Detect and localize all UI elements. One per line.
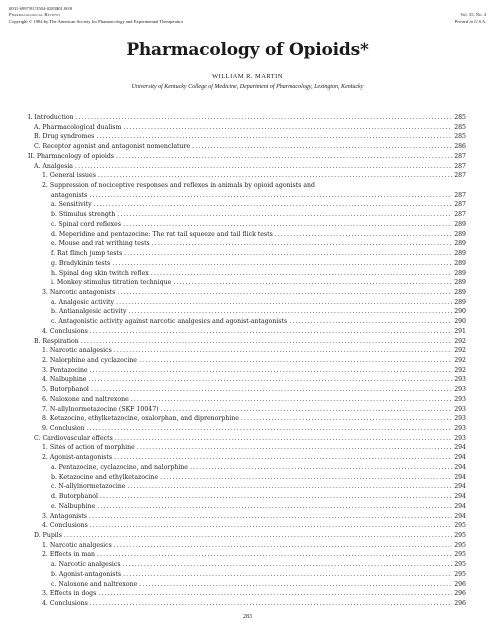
toc-entry (42, 172, 466, 182)
toc-entry (42, 406, 466, 416)
toc-entry-page: 285 (454, 123, 466, 131)
toc-entry (51, 318, 466, 328)
toc-entry (34, 163, 466, 173)
toc-entry (28, 153, 466, 163)
toc-entry (42, 367, 466, 377)
toc-entry-page: 292 (454, 337, 466, 345)
toc-entry (51, 483, 466, 493)
toc-entry-page: 287 (454, 191, 466, 199)
toc-entry (51, 581, 466, 591)
toc-entry (51, 260, 466, 270)
toc-entry-page: 293 (454, 415, 466, 423)
toc-entry (42, 357, 466, 367)
toc-leader-dots (116, 153, 452, 160)
toc-entry-page: 289 (454, 288, 466, 296)
toc-entry-title: 4. Nalbuphine (42, 376, 87, 384)
toc-leader-dots (127, 483, 452, 490)
toc-entry (34, 124, 466, 134)
toc-leader-dots (114, 542, 452, 549)
toc-entry-page: 294 (454, 473, 466, 481)
toc-entry (51, 221, 466, 231)
toc-leader-dots (94, 201, 453, 208)
toc-entry-page: 296 (454, 580, 466, 588)
toc-entry-page: 289 (454, 298, 466, 306)
toc-entry (34, 532, 466, 542)
toc-entry (51, 279, 466, 289)
toc-entry-page: 294 (454, 444, 466, 452)
toc-leader-dots (139, 357, 452, 364)
toc-entry (42, 522, 466, 532)
toc-leader-dots (90, 522, 452, 529)
toc-entry-title: 3. Effects in dogs (42, 590, 97, 598)
toc-leader-dots (96, 133, 452, 140)
toc-entry (51, 464, 466, 474)
toc-entry (51, 561, 466, 571)
author-affiliation: University of Kentucky College of Medicine, Department of Pharmacology, Lexington, Kentucky (131, 84, 364, 90)
toc-entry-page: 294 (454, 463, 466, 471)
toc-leader-dots (124, 250, 452, 257)
toc-entry-page: 294 (454, 454, 466, 462)
toc-entry-page: 293 (454, 405, 466, 413)
copyright: Copyright © 1984 by The American Society for Pharmacology and Experimental Therapeutics (9, 18, 184, 24)
toc-entry (28, 114, 466, 124)
toc-entry-title: 6. Naloxone and naltrexone (42, 395, 129, 403)
toc-entry-title: C. Cardiovascular effects (34, 434, 113, 442)
toc-leader-dots (190, 464, 452, 471)
toc-leader-dots (131, 396, 452, 403)
toc-entry (42, 600, 466, 610)
toc-entry-page: 295 (454, 561, 466, 569)
toc-entry-title: c. Spinal cord reflexes (51, 220, 122, 228)
toc-entry-title: I. Introduction (28, 114, 74, 121)
toc-leader-dots (64, 532, 452, 539)
toc-entry-title: 3. Antagonists (42, 512, 87, 520)
toc-entry-page: 293 (454, 386, 466, 394)
toc-entry-title: f. Rat flinch jump tests (51, 250, 123, 258)
toc-entry-title: 3. Pentazocine (42, 366, 88, 374)
toc-entry-page: 294 (454, 502, 466, 510)
toc-entry-title: 1. Sites of action of morphine (42, 444, 135, 452)
toc-entry-title: 7. N-allylnormetazocine (SKF 10047) (42, 405, 159, 413)
toc-leader-dots (151, 270, 452, 277)
toc-leader-dots (161, 406, 453, 413)
toc-entry-title: c. Antagonistic activity against narcotic analgesics and agonist-antagonists (51, 318, 288, 326)
journal-header (9, 6, 486, 25)
toc-entry (51, 299, 466, 309)
toc-entry-title: 1. Narcotic analgesics (42, 541, 112, 549)
toc-entry-title: antagonists (51, 191, 88, 199)
toc-entry-title: 2. Agonist-antagonists (42, 454, 113, 462)
doc-code: 0031-6997/81/3504-0283$01.00/0 (9, 6, 73, 11)
toc-leader-dots (89, 513, 452, 520)
toc-entry-page: 294 (454, 512, 466, 520)
toc-entry-title: c. N-allylnormetazocine (51, 483, 126, 491)
toc-leader-dots (117, 211, 452, 218)
toc-leader-dots (114, 347, 452, 354)
toc-entry (51, 308, 466, 318)
toc-leader-dots (90, 328, 452, 335)
toc-entry-title: e. Nalbuphine (51, 502, 96, 510)
toc-entry-page: 294 (454, 483, 466, 491)
article-title: Pharmacology of Opioids* (126, 40, 369, 60)
toc-leader-dots (88, 376, 452, 383)
toc-entry-title: 4. Conclusions (42, 600, 88, 607)
toc-entry-page: 287 (454, 211, 466, 219)
toc-entry (51, 211, 466, 221)
toc-leader-dots (114, 454, 452, 461)
toc-leader-dots (152, 240, 452, 247)
toc-entry (42, 454, 466, 464)
toc-entry-page: 289 (454, 220, 466, 228)
volume-info (454, 6, 486, 25)
toc-entry (34, 133, 466, 143)
toc-leader-dots (116, 299, 452, 306)
toc-entry-page: 286 (454, 143, 466, 151)
toc-entry-title: B. Drug syndromes (34, 133, 95, 141)
toc-entry (42, 396, 466, 406)
toc-entry (51, 201, 466, 211)
toc-entry-title: D. Pupils (34, 531, 62, 539)
toc-entry (51, 240, 466, 250)
toc-leader-dots (97, 551, 452, 558)
toc-entry (42, 513, 466, 523)
toc-entry-page: 287 (454, 162, 466, 170)
toc-entry (42, 328, 466, 338)
toc-entry (51, 250, 466, 260)
toc-entry (42, 425, 466, 435)
toc-leader-dots (123, 124, 452, 131)
toc-entry (42, 182, 466, 192)
toc-entry-page: 285 (454, 114, 466, 121)
toc-entry-title: II. Pharmacology of opioids (28, 152, 114, 160)
toc-entry-title: h. Spinal dog skin twitch reflex (51, 269, 149, 277)
toc-entry-page: 292 (454, 357, 466, 364)
toc-leader-dots (98, 172, 452, 179)
toc-entry-page: 293 (454, 395, 466, 403)
toc-entry-page: 289 (454, 230, 466, 238)
toc-entry (42, 590, 466, 600)
toc-entry-page: 294 (454, 493, 466, 501)
toc-entry (42, 444, 466, 454)
toc-entry-page: 289 (454, 279, 466, 287)
toc-entry (51, 474, 466, 484)
toc-leader-dots (128, 308, 452, 315)
toc-leader-dots (98, 590, 452, 597)
toc-entry-title: b. Stimulus strength (51, 211, 116, 219)
toc-leader-dots (90, 367, 453, 374)
toc-leader-dots (87, 425, 453, 432)
toc-entry-page: 295 (454, 531, 466, 539)
toc-entry-title: a. Pentazocine, cyclazocine, and nalorphine (51, 463, 188, 471)
toc-leader-dots (97, 503, 452, 510)
toc-entry (42, 551, 466, 561)
toc-entry-page: 289 (454, 259, 466, 267)
toc-leader-dots (81, 338, 452, 345)
toc-entry (51, 192, 466, 202)
toc-entry-page: 289 (454, 250, 466, 258)
toc-entry-title: 1. Narcotic analgesics (42, 347, 112, 355)
toc-entry-page: 293 (454, 376, 466, 384)
toc-entry (51, 270, 466, 280)
toc-entry-title: 4. Conclusions (42, 522, 88, 530)
toc-entry-page: 295 (454, 541, 466, 549)
toc-entry (42, 386, 466, 396)
toc-entry-title: 2. Suppression of nociceptive responses and reflexes in animals by opioid agonists and (42, 182, 315, 190)
printed-in: Printed in U.S.A. (454, 18, 486, 24)
toc-entry (34, 338, 466, 348)
toc-entry-title: a. Narcotic analgesics (51, 561, 121, 569)
toc-entry-title: A. Analgesia (34, 162, 73, 170)
toc-entry-title: 9. Conclusion (42, 425, 85, 433)
toc-entry-title: b. Agonist-antagonists (51, 570, 122, 578)
toc-entry-title: b. Antianalgesic activity (51, 308, 127, 316)
toc-leader-dots (139, 581, 452, 588)
toc-entry-title: 5. Butorphanol (42, 386, 89, 394)
toc-leader-dots (241, 415, 452, 422)
toc-entry-title: c. Naloxone and naltrexone (51, 580, 138, 588)
toc-leader-dots (192, 143, 452, 150)
toc-entry-page: 295 (454, 522, 466, 530)
toc-entry (51, 493, 466, 503)
toc-entry-page: 293 (454, 425, 466, 433)
toc-leader-dots (76, 114, 453, 121)
toc-entry (34, 435, 466, 445)
journal-name: Pharmacological Reviews (9, 12, 61, 18)
toc-leader-dots (123, 221, 452, 228)
toc-entry-page: 289 (454, 269, 466, 277)
toc-entry-page: 295 (454, 551, 466, 559)
toc-entry-page: 285 (454, 133, 466, 141)
toc-entry-page: 289 (454, 240, 466, 248)
toc-entry-title: b. Ketazocine and ethylketazocine (51, 473, 159, 481)
toc-entry (51, 503, 466, 513)
toc-entry-title: a. Analgesic activity (51, 298, 115, 306)
toc-entry-title: a. Sensitivity (51, 201, 92, 209)
toc-entry (51, 231, 466, 241)
toc-entry (42, 347, 466, 357)
toc-entry (42, 542, 466, 552)
toc-entry-page: 296 (454, 600, 466, 607)
author-name: WILLIAM R. MARTIN (212, 73, 283, 80)
toc-leader-dots (275, 231, 452, 238)
toc-leader-dots (90, 600, 452, 607)
toc-entry-title: i. Monkey stimulus titration technique (51, 279, 172, 287)
toc-leader-dots (173, 279, 452, 286)
toc-entry (34, 143, 466, 153)
toc-entry-title: e. Mouse and rat writhing tests (51, 240, 150, 248)
toc-leader-dots (75, 163, 452, 170)
toc-entry-page: 293 (454, 434, 466, 442)
toc-entry-page: 290 (454, 318, 466, 326)
toc-leader-dots (115, 435, 452, 442)
toc-entry-title: 3. Narcotic antagonists (42, 288, 116, 296)
toc-leader-dots (117, 289, 452, 296)
toc-entry-title: C. Receptor agonist and antagonist nomenclature (34, 143, 191, 151)
toc-entry-title: g. Bradykinin tests (51, 259, 111, 267)
toc-leader-dots (89, 192, 452, 199)
toc-leader-dots (112, 260, 452, 267)
toc-leader-dots (160, 474, 452, 481)
toc-entry-title: 2. Effects in man (42, 551, 96, 559)
toc-entry-title: d. Butorphanol (51, 493, 98, 501)
toc-leader-dots (123, 561, 453, 568)
page-number: 283 (243, 614, 252, 620)
toc-entry-page: 296 (454, 590, 466, 598)
toc-entry-page: 292 (454, 347, 466, 355)
toc-entry-title: d. Meperidine and pentazocine: The rat tail squeeze and tail flick tests (51, 230, 273, 238)
toc-entry-page: 292 (454, 366, 466, 374)
toc-leader-dots (137, 444, 452, 451)
toc-entry-title: 1. General issues (42, 172, 96, 180)
volume-number: Vol. 35, No. 4 (460, 12, 486, 18)
toc-entry-title: A. Pharmacological dualism (34, 123, 122, 131)
toc-entry-page: 291 (454, 327, 466, 335)
toc-entry (42, 376, 466, 386)
toc-entry-page: 287 (454, 152, 466, 160)
toc-leader-dots (91, 386, 452, 393)
toc-entry-title: B. Respiration (34, 337, 79, 345)
toc-leader-dots (289, 318, 452, 325)
toc-entry-title: 4. Conclusions (42, 327, 88, 335)
toc-entry-page: 287 (454, 201, 466, 209)
toc-entry-page: 287 (454, 172, 466, 180)
toc-entry-title: 2. Nalorphine and cyclazocine (42, 357, 137, 364)
toc-entry (42, 289, 466, 299)
toc-entry-page: 290 (454, 308, 466, 316)
toc-entry-title: 8. Ketazocine, ethylketazocine, oxalorphan, and diprenorphine (42, 415, 239, 423)
toc-entry (51, 571, 466, 581)
toc-entry (42, 415, 466, 425)
toc-leader-dots (123, 571, 452, 578)
toc-entry-page: 295 (454, 570, 466, 578)
toc-leader-dots (100, 493, 452, 500)
